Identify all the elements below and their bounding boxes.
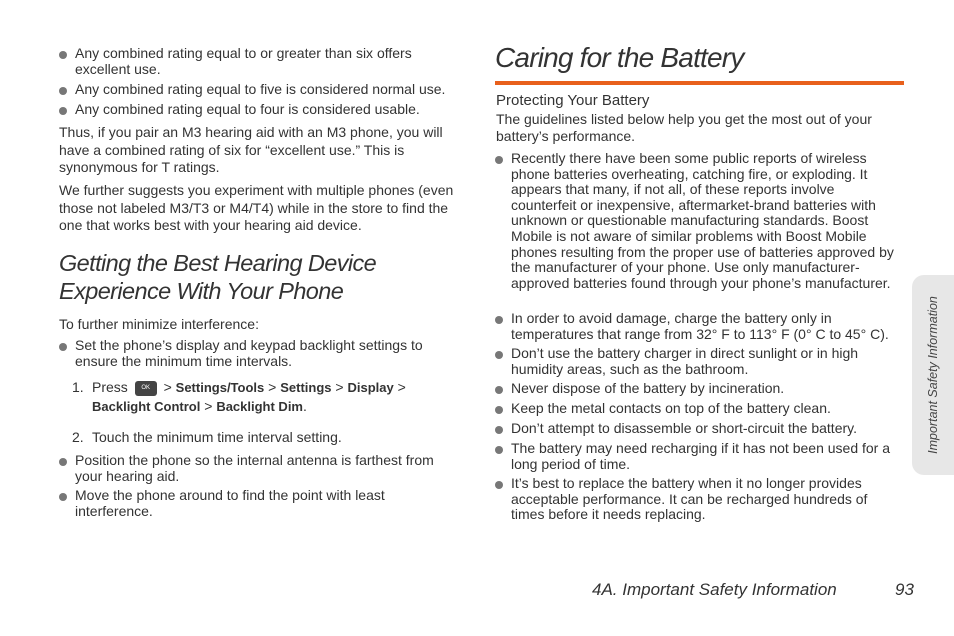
list-item: Keep the metal contacts on top of the battery clean. xyxy=(495,401,895,417)
footer-section-label: 4A. Important Safety Information xyxy=(592,580,837,599)
step-1: 1. Press OK > Settings/Tools > Settings > Display > Backlight Control > Backlight Dim. xyxy=(72,379,406,414)
bullet-icon xyxy=(495,406,503,414)
list-item: Position the phone so the internal antenna is farthest from your hearing aid. xyxy=(59,453,459,484)
ok-key-icon: OK xyxy=(135,381,157,396)
bullet-icon xyxy=(495,426,503,434)
list-item: Don’t attempt to disassemble or short-circuit the battery. xyxy=(495,421,895,437)
bullet-icon xyxy=(495,481,503,489)
list-item: Recently there have been some public reports of wireless phone batteries overheating, catching fire, or exploding. It appears that many, if not all, of these reports involve counterfeit or inexpensive, aftermarket-brand batteries with unknown or questionable manufacturing standards. Boost Mobile is not aware of similar problems with Boost Mobile phones resulting from the proper use of batteries approved by the manufacturer of your phone. Use only manufacturer-approved batteries found through your phone’s manufacturer. xyxy=(495,151,898,291)
list-item: Move the phone around to find the point with least interference. xyxy=(59,488,419,519)
list-item: In order to avoid damage, charge the battery only in temperatures that range from 32° F to 113° F (0° C to 45° C). xyxy=(495,311,907,342)
intro-text: The guidelines listed below help you get the most out of your battery’s performance. xyxy=(496,111,872,144)
paragraph: Thus, if you pair an M3 hearing aid with an M3 phone, you will have a combined rating of six for “excellent use.” This is synonymous for T ratings. xyxy=(59,124,443,175)
bullet-icon xyxy=(59,493,67,501)
bullet-icon xyxy=(59,87,67,95)
list-item: Set the phone’s display and keypad backlight settings to ensure the minimum time intervals. xyxy=(59,338,459,369)
bullet-icon xyxy=(495,351,503,359)
bullet-icon xyxy=(495,446,503,454)
list-item: Don’t use the battery charger in direct sunlight or in high humidity areas, such as the bathroom. xyxy=(495,346,895,377)
bullet-icon xyxy=(59,51,67,59)
section-heading: Getting the Best Hearing Device Experience With Your Phone xyxy=(59,250,377,304)
page-title: Caring for the Battery xyxy=(495,42,744,73)
page-number: 93 xyxy=(895,580,914,599)
bullet-icon xyxy=(59,458,67,466)
list-item: Any combined rating equal to or greater than six offers excellent use. xyxy=(59,46,464,77)
step-2: 2. Touch the minimum time interval setting. xyxy=(72,429,342,445)
bullet-icon xyxy=(495,316,503,324)
subheading: Protecting Your Battery xyxy=(496,92,650,109)
list-item: Never dispose of the battery by incineration. xyxy=(495,381,895,397)
bullet-icon xyxy=(495,156,503,164)
bullet-icon xyxy=(495,386,503,394)
bullet-icon xyxy=(59,107,67,115)
section-side-tab: Important Safety Information xyxy=(912,275,954,475)
bullet-icon xyxy=(59,343,67,351)
list-item: Any combined rating equal to four is considered usable. xyxy=(59,102,471,118)
list-item: It’s best to replace the battery when it no longer provides acceptable performance. It can be recharged hundreds of times before it needs replacing. xyxy=(495,476,895,523)
list-item: Any combined rating equal to five is considered normal use. xyxy=(59,82,471,98)
paragraph: We further suggests you experiment with multiple phones (even those not labeled M3/T3 or M4/T4) while in the store to find the one that works best with your hearing aid device. xyxy=(59,182,454,233)
title-rule xyxy=(495,81,904,85)
list-item: The battery may need recharging if it has not been used for a long period of time. xyxy=(495,441,900,472)
intro-text: To further minimize interference: xyxy=(59,316,259,332)
